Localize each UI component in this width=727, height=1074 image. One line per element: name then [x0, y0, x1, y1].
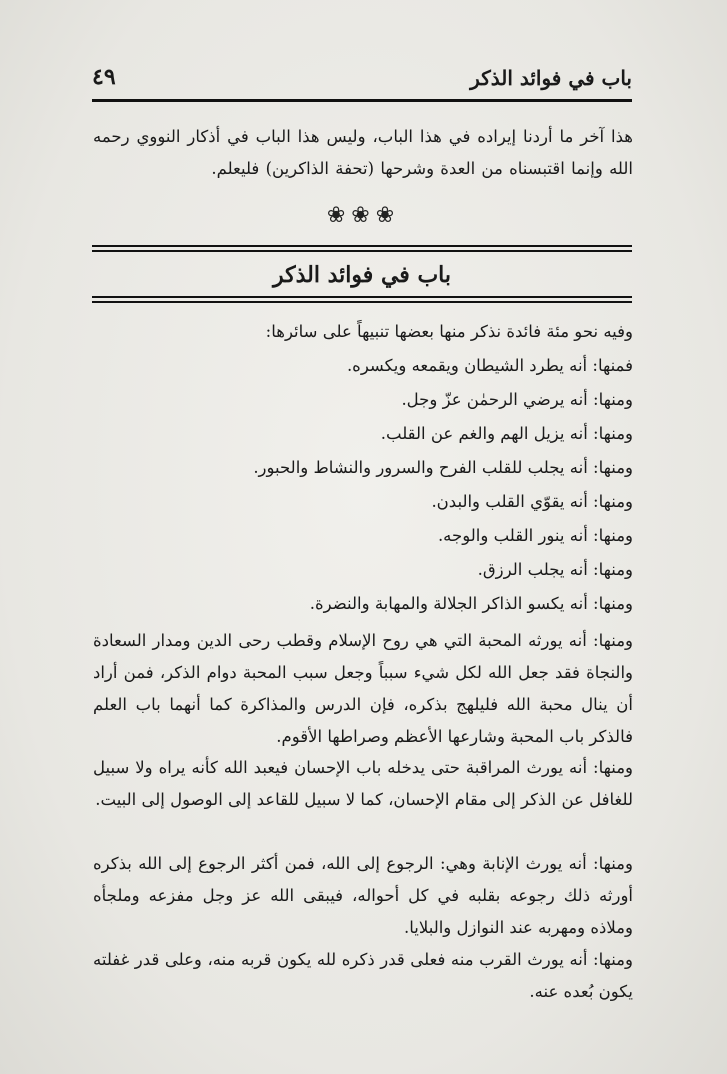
- benefit-item: ومنها: أنه يجلب للقلب الفرح والسرور والنشاط والحبور.: [253, 458, 633, 477]
- section-rule-bottom: [92, 296, 632, 298]
- section-rule-top-inner: [92, 250, 632, 252]
- separator-ornament: ❀❀❀: [326, 203, 401, 228]
- header-title: باب في فوائد الذكر: [470, 66, 632, 90]
- section-title: باب في فوائد الذكر: [272, 262, 451, 288]
- benefit-paragraph: ومنها: أنه يورث الإنابة وهي: الرجوع إلى الله، فمن أكثر الرجوع إلى الله بذكره أورثه ذلك رجوعه بقلبه في كل أحواله، فيبقى الله عز وجل مفزعه وملجأه وملاذه ومهربه عند النوازل والبلايا.: [93, 854, 633, 937]
- section-rule-top: [92, 245, 632, 247]
- section-rule-bottom-inner: [92, 301, 632, 303]
- benefit-item: ومنها: أنه يقوّي القلب والبدن.: [431, 492, 633, 511]
- intro-paragraph: هذا آخر ما أردنا إيراده في هذا الباب، وليس هذا الباب في أذكار النووي رحمه الله وإنما اقتبسناه من العدة وشرحها (تحفة الذاكرين) فليعلم.: [93, 127, 633, 178]
- header-rule: [92, 99, 632, 102]
- lead-line: وفيه نحو مئة فائدة نذكر منها بعضها تنبيهاً على سائرها:: [265, 322, 633, 341]
- benefit-item: ومنها: أنه يجلب الرزق.: [477, 560, 633, 579]
- benefit-list: [93, 315, 633, 621]
- benefit-paragraph: ومنها: أنه يورثه المحبة التي هي روح الإسلام وقطب رحى الدين ومدار السعادة والنجاة فقد جعل الله لكل شيء سبباً وجعل سبب المحبة دوام الذكر، فمن أراد أن ينال محبة الله فليلهج بذكره، فإن الدرس والمذاكرة كما أنهما باب العلم فالذكر باب المحبة وشارعها الأعظم وصراطها الأقوم.: [93, 631, 633, 746]
- benefit-item: ومنها: أنه ينور القلب والوجه.: [437, 526, 633, 545]
- benefit-paragraph: ومنها: أنه يورث المراقبة حتى يدخله باب الإحسان فيعبد الله كأنه يراه ولا سبيل للغافل عن الذكر إلى مقام الإحسان، كما لا سبيل للقاعد إلى الوصول إلى البيت.: [93, 758, 633, 809]
- benefit-item: ومنها: أنه يكسو الذاكر الجلالة والمهابة والنضرة.: [309, 594, 633, 613]
- benefit-item: فمنها: أنه يطرد الشيطان ويقمعه ويكسره.: [346, 356, 633, 375]
- page-number: ٤٩: [92, 64, 116, 90]
- benefit-item: ومنها: أنه يزيل الهم والغم عن القلب.: [380, 424, 633, 443]
- benefit-paragraph: ومنها: أنه يورث القرب منه فعلى قدر ذكره لله يكون قربه منه، وعلى قدر غفلته يكون بُعده عنه.: [93, 950, 633, 1001]
- running-header: [92, 64, 632, 94]
- benefit-item: ومنها: أنه يرضي الرحمٰن عزّ وجل.: [401, 390, 633, 409]
